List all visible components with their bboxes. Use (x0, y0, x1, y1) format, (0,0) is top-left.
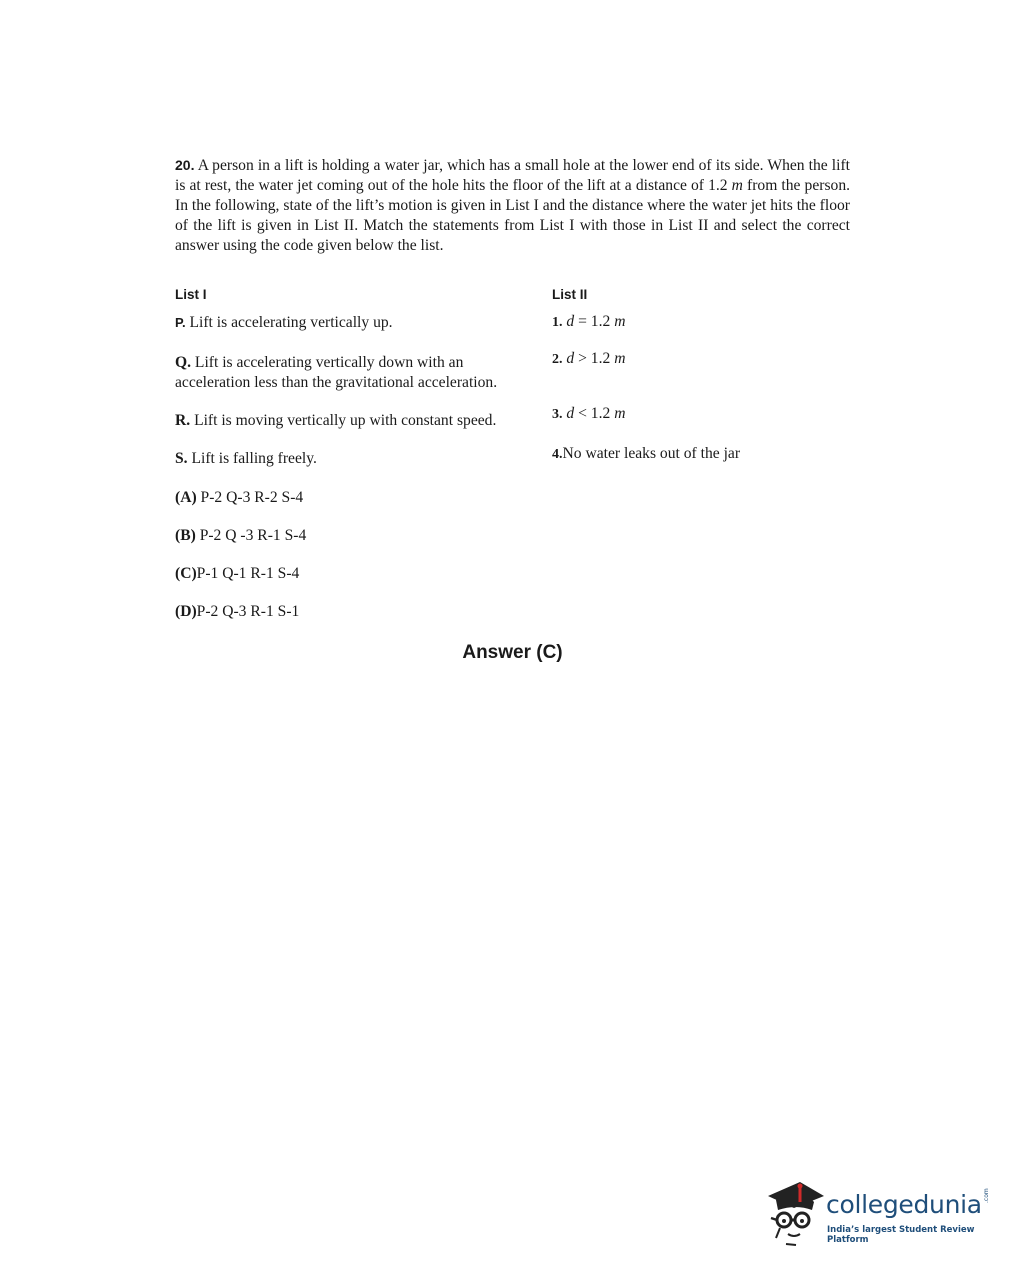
item-text: Lift is moving vertically up with constant speed. (190, 412, 497, 429)
option-label: (A) (175, 489, 197, 506)
question-text-part-2: from the person. In the following, state of the lift’s motion is given in List I and the distance where the water jet hits the floor of the lift is given in List II. Match the statements from List I with those in List II and select the correct answer using the code given below the list. (175, 177, 851, 254)
item-label: 2. (552, 352, 563, 367)
item-text: Lift is accelerating vertically up. (185, 314, 393, 331)
list-2-item-1 (552, 312, 625, 333)
list-1-item-s (175, 449, 317, 469)
question-number: 20. (175, 157, 195, 173)
option-text: P-2 Q -3 R-1 S-4 (195, 527, 307, 544)
question-text-part-1: A person in a lift is holding a water jar, which has a small hole at the lower end of its side. When the lift is at rest, the water jet coming out of the hole hits the floor of the lift at a distance of 1.2 (175, 157, 850, 194)
question-text (175, 155, 850, 256)
item-unit: m (614, 405, 626, 422)
item-op: < 1.2 (574, 405, 615, 422)
logo-dotcom: .com (983, 1188, 990, 1203)
option-label: (C) (175, 565, 197, 582)
item-var: d (566, 313, 575, 330)
item-text: Lift is falling freely. (187, 450, 317, 467)
collegedunia-logo (766, 1176, 996, 1248)
item-label: P. (175, 315, 186, 330)
item-label: 1. (552, 315, 563, 330)
logo-brand-name: collegedunia (826, 1190, 982, 1219)
option-a (175, 488, 303, 508)
item-op: = 1.2 (574, 313, 615, 330)
option-text: P-2 Q-3 R-2 S-4 (196, 489, 304, 506)
list-2-heading: List II (552, 287, 588, 302)
answer-text: Answer (C) (462, 642, 563, 663)
list-1-item-p (175, 313, 393, 333)
list-1-item-r (175, 411, 496, 431)
option-d (175, 602, 299, 622)
item-text-continued: acceleration less than the gravitational acceleration. (175, 374, 498, 391)
item-var: d (566, 350, 575, 367)
list-1-item-q (175, 353, 497, 393)
item-op: > 1.2 (574, 350, 615, 367)
item-label: S. (175, 450, 188, 467)
option-text: P-2 Q-3 R-1 S-1 (196, 603, 300, 620)
unit-m: m (731, 177, 743, 194)
option-label: (B) (175, 527, 196, 544)
list-2-item-2 (552, 349, 625, 370)
logo-tagline: India’s largest Student Review Platform (827, 1225, 975, 1245)
list-1-heading: List I (175, 287, 207, 302)
option-text: P-1 Q-1 R-1 S-4 (196, 565, 300, 582)
item-text: Lift is accelerating vertically down with an (191, 354, 464, 371)
item-unit: m (614, 350, 626, 367)
mascot-icon (766, 1176, 826, 1248)
item-var: d (566, 405, 575, 422)
item-label: Q. (175, 354, 192, 371)
option-label: (D) (175, 603, 197, 620)
item-label: R. (175, 412, 191, 429)
option-c (175, 564, 299, 584)
item-label: 3. (552, 407, 563, 422)
list-2-item-3 (552, 404, 625, 425)
item-text: No water leaks out of the jar (562, 445, 741, 462)
item-label: 4. (552, 447, 563, 462)
option-b (175, 526, 306, 546)
item-unit: m (614, 313, 626, 330)
list-2-item-4 (552, 444, 740, 465)
